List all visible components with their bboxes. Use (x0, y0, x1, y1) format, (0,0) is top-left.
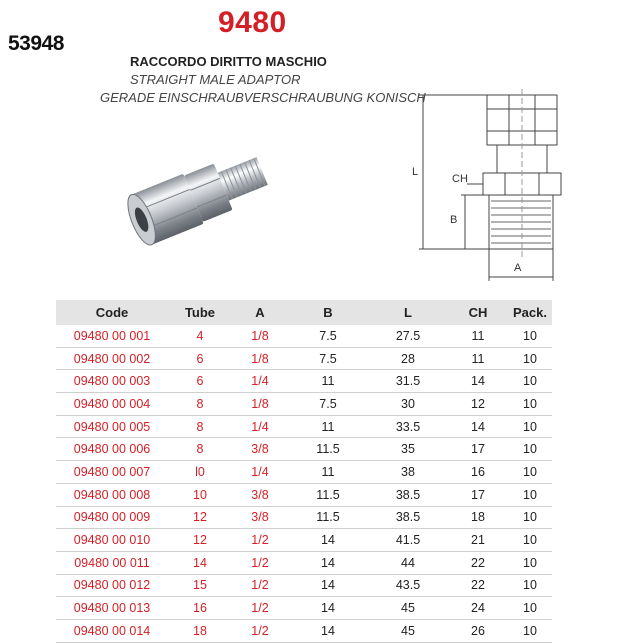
cell-l: 38 (368, 461, 448, 484)
table-header-row (56, 300, 552, 325)
cell-ch: 21 (448, 529, 508, 552)
cell-ch: 14 (448, 415, 508, 438)
cell-code: 09480 00 012 (56, 574, 168, 597)
table-row (56, 325, 552, 347)
table-row (56, 393, 552, 416)
table-row (56, 551, 552, 574)
dimension-label-L: L (412, 166, 419, 178)
dimension-label-B: B (450, 214, 458, 226)
cell-pack: 10 (508, 483, 552, 506)
cell-b: 7.5 (288, 347, 368, 370)
cell-a: 1/8 (232, 325, 288, 347)
cell-a: 1/4 (232, 461, 288, 484)
cell-a: 3/8 (232, 483, 288, 506)
cell-pack: 10 (508, 415, 552, 438)
cell-a: 1/2 (232, 574, 288, 597)
cell-ch: 14 (448, 370, 508, 393)
cell-a: 3/8 (232, 438, 288, 461)
table-row (56, 483, 552, 506)
dimension-label-CH: CH (452, 173, 468, 185)
cell-tube: 4 (168, 325, 232, 347)
table-row (56, 370, 552, 393)
cell-tube: 6 (168, 370, 232, 393)
cell-l: 45 (368, 597, 448, 620)
cell-b: 11.5 (288, 483, 368, 506)
cell-ch: 17 (448, 483, 508, 506)
cell-tube: 18 (168, 619, 232, 642)
cell-a: 1/4 (232, 370, 288, 393)
cell-b: 14 (288, 529, 368, 552)
cell-b: 11 (288, 370, 368, 393)
cell-l: 28 (368, 347, 448, 370)
col-header-code: Code (56, 300, 168, 325)
cell-code: 09480 00 011 (56, 551, 168, 574)
cell-pack: 10 (508, 370, 552, 393)
cell-a: 1/4 (232, 415, 288, 438)
title-english: STRAIGHT MALE ADAPTOR (130, 72, 301, 87)
cell-tube: 14 (168, 551, 232, 574)
cell-b: 11 (288, 461, 368, 484)
cell-pack: 10 (508, 506, 552, 529)
cell-pack: 10 (508, 529, 552, 552)
product-photo (98, 140, 288, 260)
col-header-pack: Pack. (508, 300, 552, 325)
cell-a: 1/8 (232, 347, 288, 370)
cell-l: 38.5 (368, 506, 448, 529)
table-row (56, 461, 552, 484)
cell-tube: 15 (168, 574, 232, 597)
cell-code: 09480 00 005 (56, 415, 168, 438)
cell-b: 7.5 (288, 393, 368, 416)
cell-b: 14 (288, 551, 368, 574)
col-header-b: B (288, 300, 368, 325)
cell-ch: 11 (448, 347, 508, 370)
cell-l: 27.5 (368, 325, 448, 347)
cell-tube: 12 (168, 529, 232, 552)
cell-l: 41.5 (368, 529, 448, 552)
cell-l: 30 (368, 393, 448, 416)
cell-a: 3/8 (232, 506, 288, 529)
cell-ch: 12 (448, 393, 508, 416)
cell-tube: 8 (168, 393, 232, 416)
cell-b: 14 (288, 574, 368, 597)
cell-a: 1/2 (232, 551, 288, 574)
cell-l: 45 (368, 619, 448, 642)
table-row (56, 506, 552, 529)
catalog-number: 53948 (8, 32, 64, 55)
cell-ch: 16 (448, 461, 508, 484)
cell-code: 09480 00 014 (56, 619, 168, 642)
cell-b: 11 (288, 415, 368, 438)
cell-b: 7.5 (288, 325, 368, 347)
table-row (56, 597, 552, 620)
cell-pack: 10 (508, 461, 552, 484)
col-header-a: A (232, 300, 288, 325)
cell-a: 1/2 (232, 529, 288, 552)
spec-table (56, 300, 552, 643)
col-header-ch: CH (448, 300, 508, 325)
cell-l: 43.5 (368, 574, 448, 597)
cell-b: 14 (288, 597, 368, 620)
cell-ch: 24 (448, 597, 508, 620)
cell-b: 11.5 (288, 506, 368, 529)
cell-ch: 17 (448, 438, 508, 461)
cell-ch: 22 (448, 551, 508, 574)
col-header-l: L (368, 300, 448, 325)
table-row (56, 415, 552, 438)
cell-code: 09480 00 006 (56, 438, 168, 461)
cell-ch: 11 (448, 325, 508, 347)
cell-ch: 22 (448, 574, 508, 597)
cell-pack: 10 (508, 325, 552, 347)
series-number: 9480 (218, 6, 287, 39)
cell-pack: 10 (508, 597, 552, 620)
cell-pack: 10 (508, 393, 552, 416)
cell-a: 1/2 (232, 597, 288, 620)
technical-drawing (405, 85, 605, 295)
cell-tube: l0 (168, 461, 232, 484)
cell-pack: 10 (508, 438, 552, 461)
cell-tube: 10 (168, 483, 232, 506)
col-header-tube: Tube (168, 300, 232, 325)
title-german: GERADE EINSCHRAUBVERSCHRAUBUNG KONISCH (100, 90, 426, 105)
cell-code: 09480 00 008 (56, 483, 168, 506)
cell-b: 14 (288, 619, 368, 642)
cell-tube: 8 (168, 415, 232, 438)
cell-pack: 10 (508, 574, 552, 597)
table-row (56, 529, 552, 552)
cell-l: 38.5 (368, 483, 448, 506)
cell-code: 09480 00 001 (56, 325, 168, 347)
table-row (56, 347, 552, 370)
cell-tube: 6 (168, 347, 232, 370)
cell-l: 33.5 (368, 415, 448, 438)
cell-code: 09480 00 002 (56, 347, 168, 370)
cell-code: 09480 00 003 (56, 370, 168, 393)
dimension-label-A: A (514, 262, 522, 274)
cell-code: 09480 00 004 (56, 393, 168, 416)
cell-pack: 10 (508, 347, 552, 370)
cell-tube: 12 (168, 506, 232, 529)
cell-pack: 10 (508, 619, 552, 642)
cell-code: 09480 00 009 (56, 506, 168, 529)
table-row (56, 619, 552, 642)
cell-code: 09480 00 007 (56, 461, 168, 484)
cell-l: 44 (368, 551, 448, 574)
cell-ch: 26 (448, 619, 508, 642)
cell-l: 31.5 (368, 370, 448, 393)
table-row (56, 438, 552, 461)
cell-code: 09480 00 013 (56, 597, 168, 620)
cell-a: 1/8 (232, 393, 288, 416)
cell-code: 09480 00 010 (56, 529, 168, 552)
cell-ch: 18 (448, 506, 508, 529)
cell-tube: 8 (168, 438, 232, 461)
cell-a: 1/2 (232, 619, 288, 642)
cell-pack: 10 (508, 551, 552, 574)
cell-l: 35 (368, 438, 448, 461)
cell-b: 11.5 (288, 438, 368, 461)
title-italian: RACCORDO DIRITTO MASCHIO (130, 54, 327, 69)
cell-tube: 16 (168, 597, 232, 620)
table-row (56, 574, 552, 597)
